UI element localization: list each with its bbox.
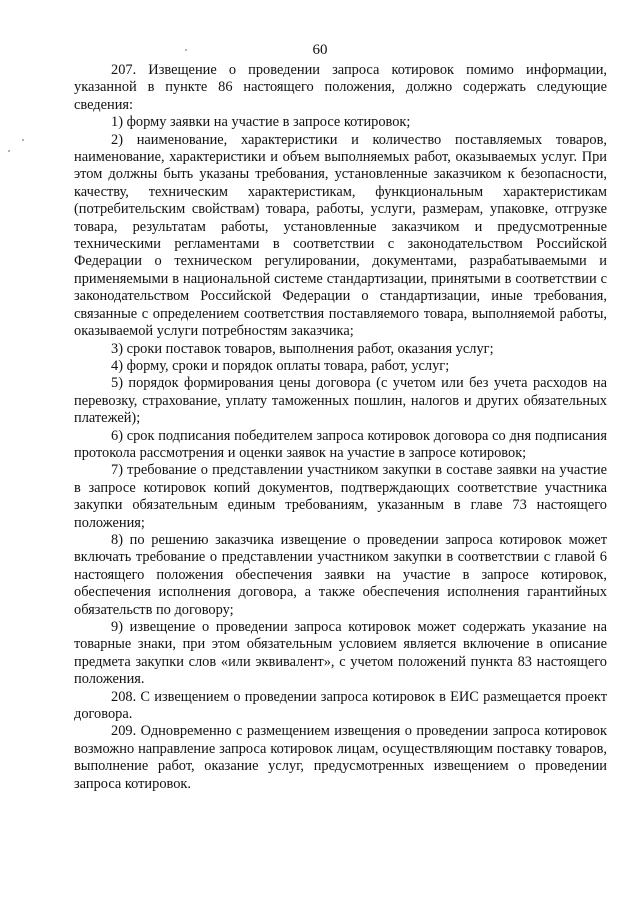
list-item-2: 2) наименование, характеристики и количество поставляемых товаров, наименование, характеристики и объем выполняемых работ, оказываемых услуг. При этом должны быть указаны требования, установленные заказчиком к безопасности, качеству, техническим характеристикам, функциональным характеристикам (потребительским свойствам) товара, работы, услуги, размерам, упаковке, отгрузке товара, результатам работы, установленные заказчиком и предусмотренные техническими регламентами в соответствии с законодательством Российской Федерации о техническом регулировании, документами, разрабатываемыми и применяемыми в национальной системе стандартизации, принятыми в соответствии с законодательством Российской Федерации о стандартизации, иные требования, связанные с определением соответствия поставляемого товара, выполняемой работы, оказываемой услуги потребностям заказчика;: [74, 131, 607, 340]
paragraph-209: 209. Одновременно с размещением извещения о проведении запроса котировок возможно направление запроса котировок лицам, осуществляющим поставку товаров, выполнение работ, оказание услуг, предусмотренных извещением о проведении запроса котировок.: [74, 723, 607, 792]
paragraph-208: 208. С извещением о проведении запроса котировок в ЕИС размещается проект договора.: [74, 688, 607, 723]
list-item-8: 8) по решению заказчика извещение о проведении запроса котировок может включать требование о представлении участником закупки в соответствии с главой 6 настоящего положения обеспечения заявки на участие в запросе котировок, обеспечения исполнения договора, а также обеспечения исполнения гарантийных обязательств по договору;: [74, 531, 607, 618]
list-item-5: 5) порядок формирования цены договора (с учетом или без учета расходов на перевозку, страхование, уплату таможенных пошлин, налогов и других обязательных платежей);: [74, 375, 607, 427]
scan-speck: [8, 150, 10, 152]
list-item-7: 7) требование о представлении участником закупки в составе заявки на участие в запросе котировок копий документов, подтверждающих соответствие участника закупки обязательным единым требованиям, указанным в главе 73 настоящего положения;: [74, 462, 607, 531]
list-item-1: 1) форму заявки на участие в запросе котировок;: [111, 114, 411, 131]
list-item-3: 3) сроки поставок товаров, выполнения работ, оказания услуг;: [111, 340, 494, 357]
document-body: [74, 62, 607, 793]
list-item-6: 6) срок подписания победителем запроса котировок договора со дня подписания протокола рассмотрения и оценки заявок на участие в запросе котировок;: [74, 427, 607, 461]
list-item-9: 9) извещение о проведении запроса котировок может содержать указание на товарные знаки, при этом обязательным условием является включение в описание предмета закупки слов «или эквивалент», с учетом положений пункта 83 настоящего положения.: [74, 619, 607, 688]
scan-speck: [22, 139, 24, 141]
page-number: 60: [312, 42, 328, 58]
paragraph-207: 207. Извещение о проведении запроса котировок помимо информации, указанной в пункте 86 настоящего положения, должно содержать следующие сведения:: [74, 62, 607, 113]
list-item-4: 4) форму, сроки и порядок оплаты товара, работ, услуг;: [111, 357, 450, 374]
